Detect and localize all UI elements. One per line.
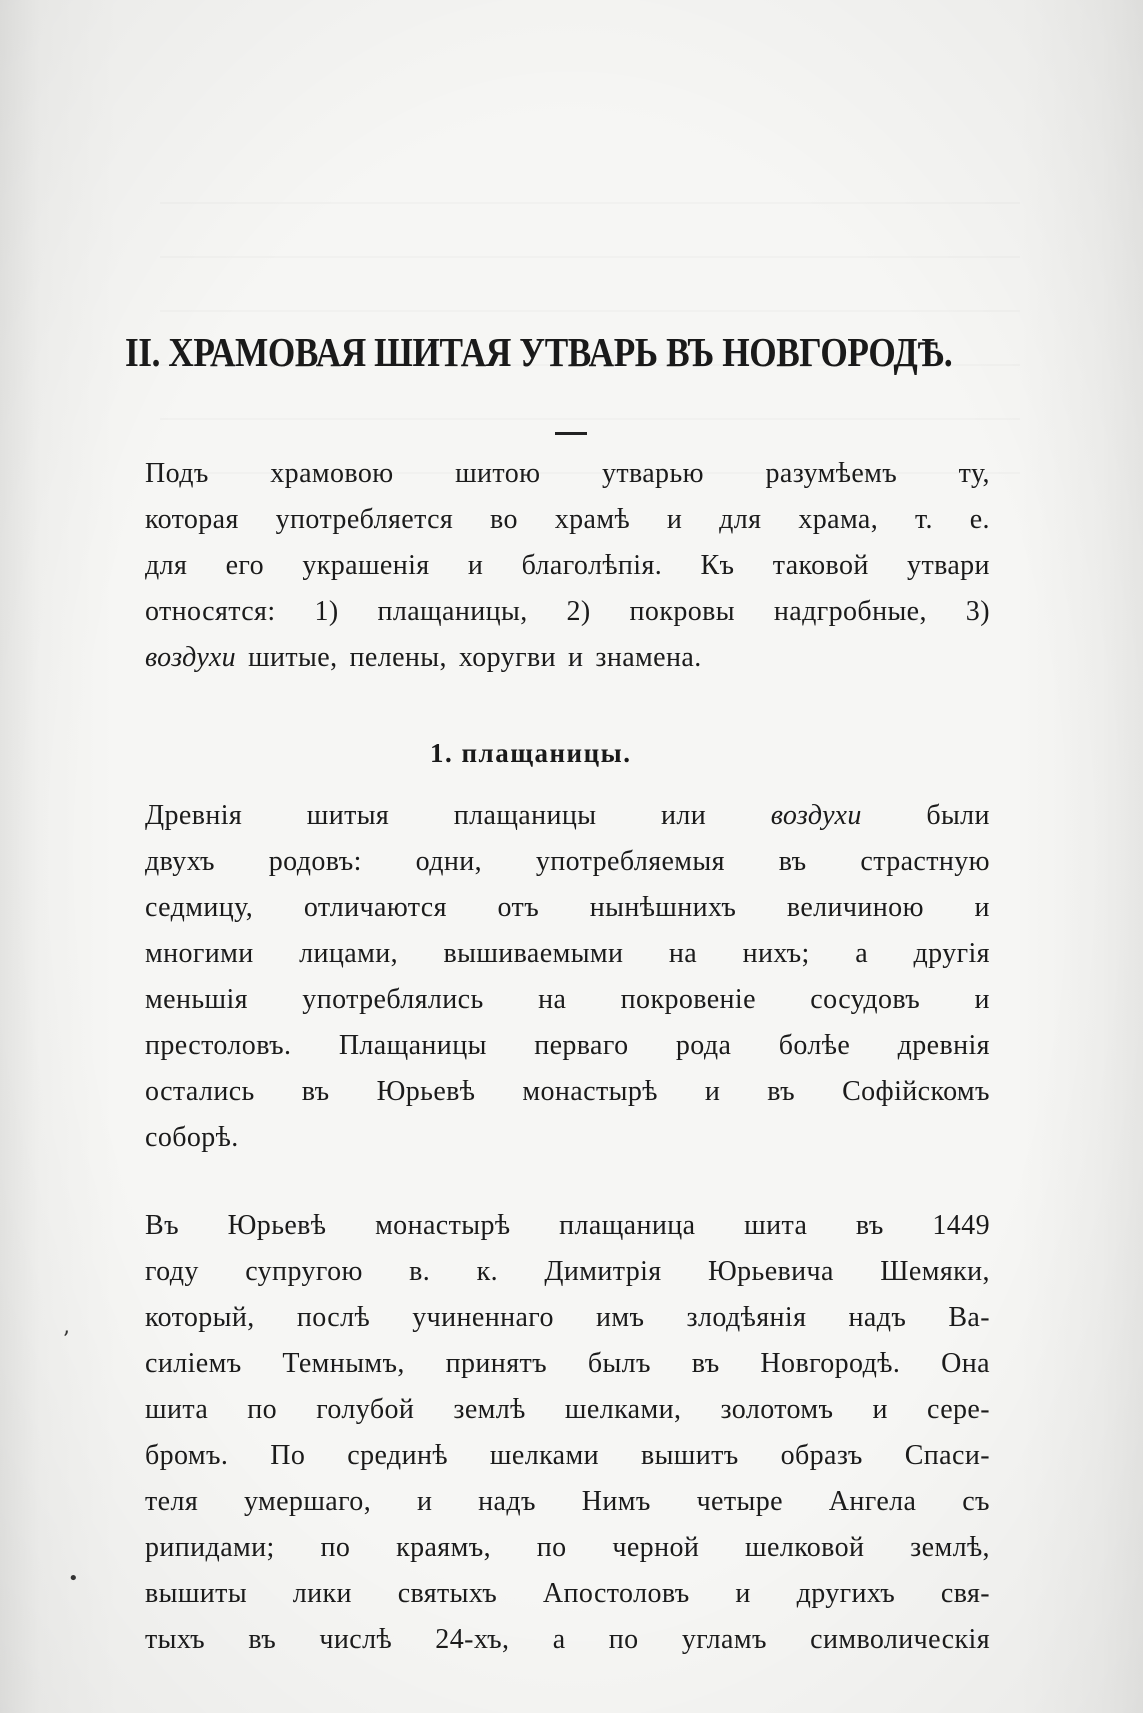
text-line: воздухи шитые, пелены, хоругви и знамена. [145,642,702,673]
text-line: бромъ. По срединѣ шелками вышитъ образъ Спаси- [145,1440,990,1471]
text-line: силіемъ Темнымъ, принятъ былъ въ Новгородѣ. Она [145,1348,990,1379]
text-line: тыхъ въ числѣ 24-хъ, а по угламъ символическія [145,1624,990,1655]
text-line: соборѣ. [145,1122,239,1153]
chapter-heading: II. ХРАМОВАЯ ШИТАЯ УТВАРЬ ВЪ НОВГОРОДѢ. [125,329,953,375]
text-line: для его украшенія и благолѣпія. Къ таковой утвари [145,550,990,581]
text-line: многими лицами, вышиваемыми на нихъ; а другія [145,938,990,969]
text-line: которая употребляется во храмѣ и для храма, т. е. [145,504,990,535]
text-line: вышиты лики святыхъ Апостоловъ и другихъ свя- [145,1578,990,1609]
text-line: году супругою в. к. Димитрія Юрьевича Шемяки, [145,1256,990,1287]
bleed-through-texture [160,150,1020,474]
section-title: 1. плащаницы. [430,738,632,768]
text-line: Древнія шитыя плащаницы или воздухи были [145,800,990,831]
text-line: Подъ храмовою шитою утварью разумѣемъ ту, [145,458,990,489]
text-line: который, послѣ учиненнаго имъ злодѣянія надъ Ва- [145,1302,990,1333]
text-line: рипидами; по краямъ, по черной шелковой землѣ, [145,1532,990,1563]
margin-mark: ʼ [62,1328,69,1353]
text-line: двухъ родовъ: одни, употребляемыя въ страстную [145,846,990,877]
heading-divider [555,432,587,435]
text-line: седмицу, отличаются отъ нынѣшнихъ величиною и [145,892,990,923]
text-line: престоловъ. Плащаницы перваго рода болѣе древнія [145,1030,990,1061]
text-line: меньшія употреблялись на покровеніе сосудовъ и [145,984,990,1015]
text-line: остались въ Юрьевѣ монастырѣ и въ Софійскомъ [145,1076,990,1107]
text-line: Въ Юрьевѣ монастырѣ плащаница шита въ 1449 [145,1210,990,1241]
text-line: относятся: 1) плащаницы, 2) покровы надгробные, 3) [145,596,990,627]
text-line: теля умершаго, и надъ Нимъ четыре Ангела съ [145,1486,990,1517]
text-line: шита по голубой землѣ шелками, золотомъ и сере- [145,1394,990,1425]
margin-dot: • [68,1568,79,1589]
